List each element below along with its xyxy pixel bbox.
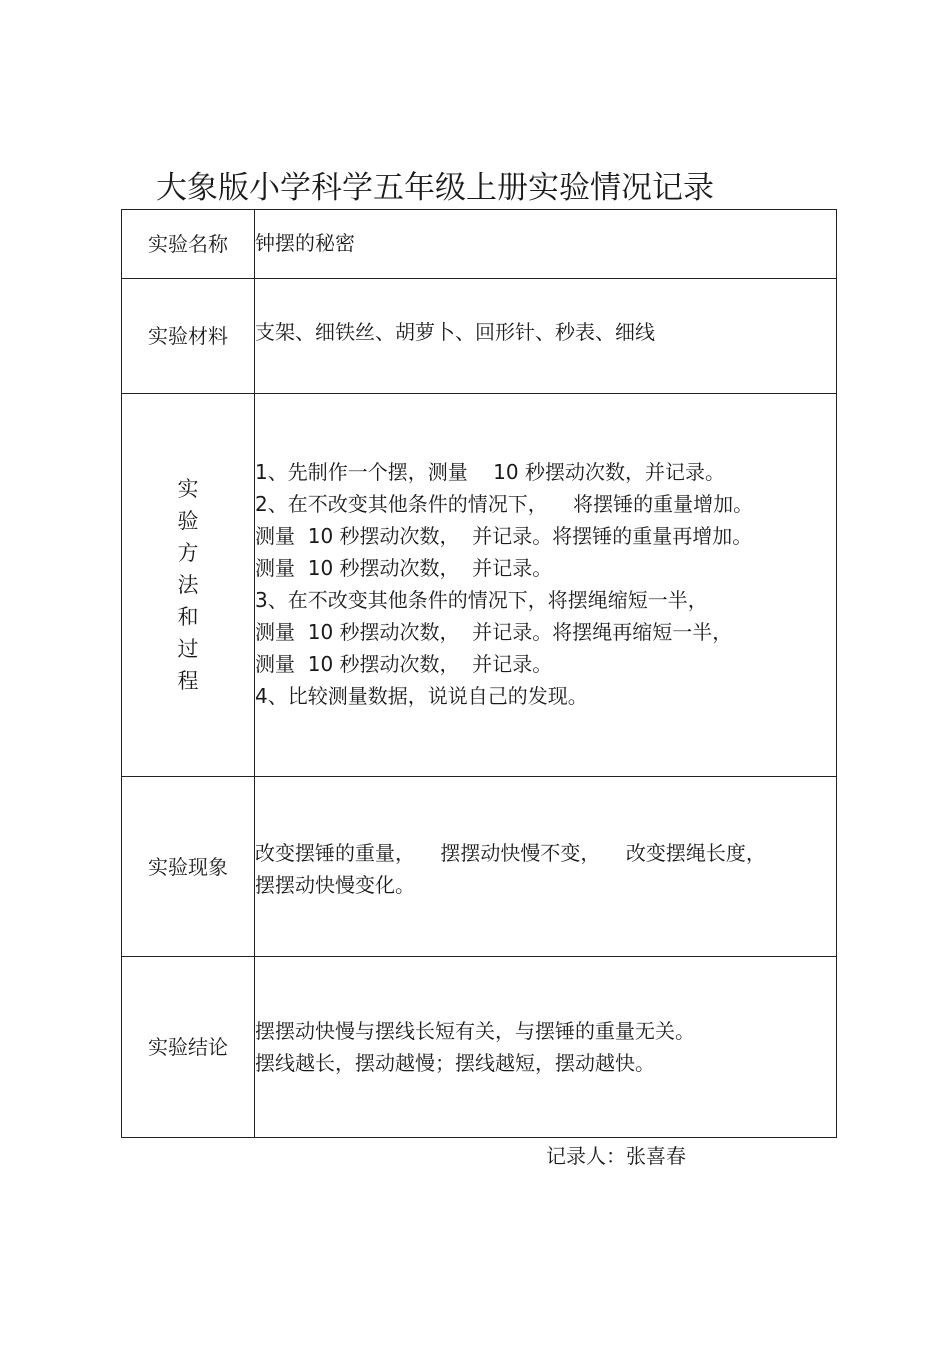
label-method-char: 实 [177, 477, 199, 501]
label-method-char: 法 [177, 573, 199, 597]
value-materials: 支架、细铁丝、胡萝卜、回形针、秒表、细线 [255, 279, 837, 394]
conclusion-line: 摆摆动快慢与摆线长短有关，与摆锤的重量无关。 [255, 1019, 695, 1043]
method-line: 1、先制作一个摆，测量 10 秒摆动次数，并记录。 [255, 460, 725, 484]
label-conclusion: 实验结论 [122, 957, 255, 1138]
row-method [122, 394, 837, 777]
label-method-char: 方 [177, 541, 199, 565]
method-line: 测量 10 秒摆动次数， 并记录。将摆锤的重量再增加。 [255, 524, 753, 548]
label-experiment-name: 实验名称 [122, 210, 255, 279]
label-method-char: 和 [177, 605, 199, 629]
experiment-record-table [121, 209, 837, 1138]
row-phenomenon [122, 777, 837, 957]
method-line: 测量 10 秒摆动次数， 并记录。将摆绳再缩短一半， [255, 620, 733, 644]
row-materials [122, 279, 837, 394]
label-phenomenon: 实验现象 [122, 777, 255, 957]
recorder-signature: 记录人：张喜春 [546, 1144, 686, 1168]
document-title: 大象版小学科学五年级上册实验情况记录 [156, 170, 714, 206]
label-method-char: 过 [177, 637, 199, 661]
method-line: 测量 10 秒摆动次数， 并记录。 [255, 652, 553, 676]
method-line: 3、在不改变其他条件的情况下，将摆绳缩短一半， [255, 588, 708, 612]
phenomenon-line: 摆摆动快慢变化。 [255, 873, 415, 897]
conclusion-line: 摆线越长，摆动越慢；摆线越短，摆动越快。 [255, 1051, 655, 1075]
method-line: 2、在不改变其他条件的情况下， 将摆锤的重量增加。 [255, 492, 754, 516]
label-method [122, 394, 255, 777]
label-method-char: 程 [177, 669, 199, 693]
row-conclusion [122, 957, 837, 1138]
value-experiment-name: 钟摆的秘密 [255, 210, 837, 279]
phenomenon-line: 改变摆锤的重量， 摆摆动快慢不变， 改变摆绳长度， [255, 841, 766, 865]
value-method [255, 394, 837, 777]
label-method-char: 验 [177, 509, 199, 533]
row-experiment-name [122, 210, 837, 279]
method-line: 测量 10 秒摆动次数， 并记录。 [255, 556, 553, 580]
method-line: 4、比较测量数据，说说自己的发现。 [255, 684, 588, 708]
value-conclusion [255, 957, 837, 1138]
label-materials: 实验材料 [122, 279, 255, 394]
value-phenomenon [255, 777, 837, 957]
